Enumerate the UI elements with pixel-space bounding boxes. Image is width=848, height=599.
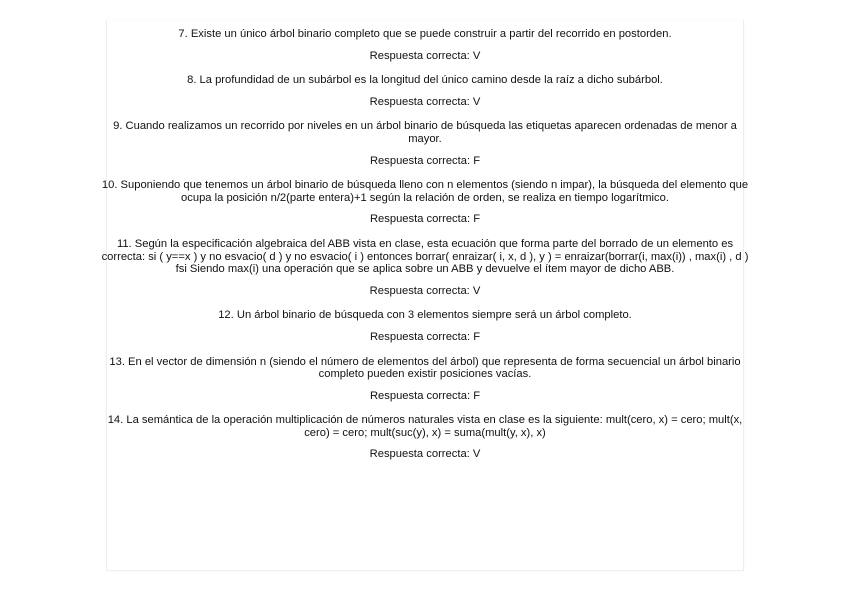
document-page	[101, 20, 749, 571]
question-10: 10. Suponiendo que tenemos un árbol binario de búsqueda lleno con n elementos (siendo n impar), la búsqueda del elemento que ocupa la posición n/2(parte entera)+1 según la relación de orden, se realiza en tiempo logarítmico.	[101, 179, 749, 204]
question-8: 8. La profundidad de un subárbol es la longitud del único camino desde la raíz a dicho subárbol.	[187, 74, 663, 87]
answer-8: Respuesta correcta: V	[369, 95, 481, 108]
answer-14: Respuesta correcta: V	[369, 448, 481, 461]
answer-11: Respuesta correcta: V	[369, 284, 481, 297]
question-12: 12. Un árbol binario de búsqueda con 3 elementos siempre será un árbol completo.	[218, 309, 632, 322]
answer-13: Respuesta correcta: F	[369, 389, 481, 402]
question-14: 14. La semántica de la operación multiplicación de números naturales vista en clase es la siguiente: mult(cero, x) = cero; mult(x, cero) = cero; mult(suc(y), x) = suma(mult(y, x), x)	[107, 414, 743, 439]
answer-7: Respuesta correcta: V	[369, 49, 481, 62]
answer-12: Respuesta correcta: F	[369, 330, 481, 343]
question-13: 13. En el vector de dimensión n (siendo el número de elementos del árbol) que representa de forma secuencial un árbol binario completo pueden existir posiciones vacías.	[109, 355, 741, 381]
question-9: 9. Cuando realizamos un recorrido por niveles en un árbol binario de búsqueda las etiquetas aparecen ordenadas de menor a mayor.	[113, 120, 737, 145]
answer-9: Respuesta correcta: F	[369, 154, 481, 167]
question-list	[101, 28, 749, 473]
answer-10: Respuesta correcta: F	[369, 213, 481, 226]
question-7: 7. Existe un único árbol binario completo que se puede construir a partir del recorrido en postorden.	[178, 28, 672, 40]
question-11: 11. Según la especificación algebraica del ABB vista en clase, esta ecuación que forma parte del borrado de un elemento es correcta: si ( y==x ) y no esvacio( d ) y no esvacio( i ) entonces borrar( enraizar( i, x, d ), y ) = enraizar(borrar(i, max(i)) , max(i) , d ) fsi Siendo max(i) una operación que se aplica sobre un ABB y devuelve el ítem mayor de dicho ABB.	[101, 237, 749, 276]
